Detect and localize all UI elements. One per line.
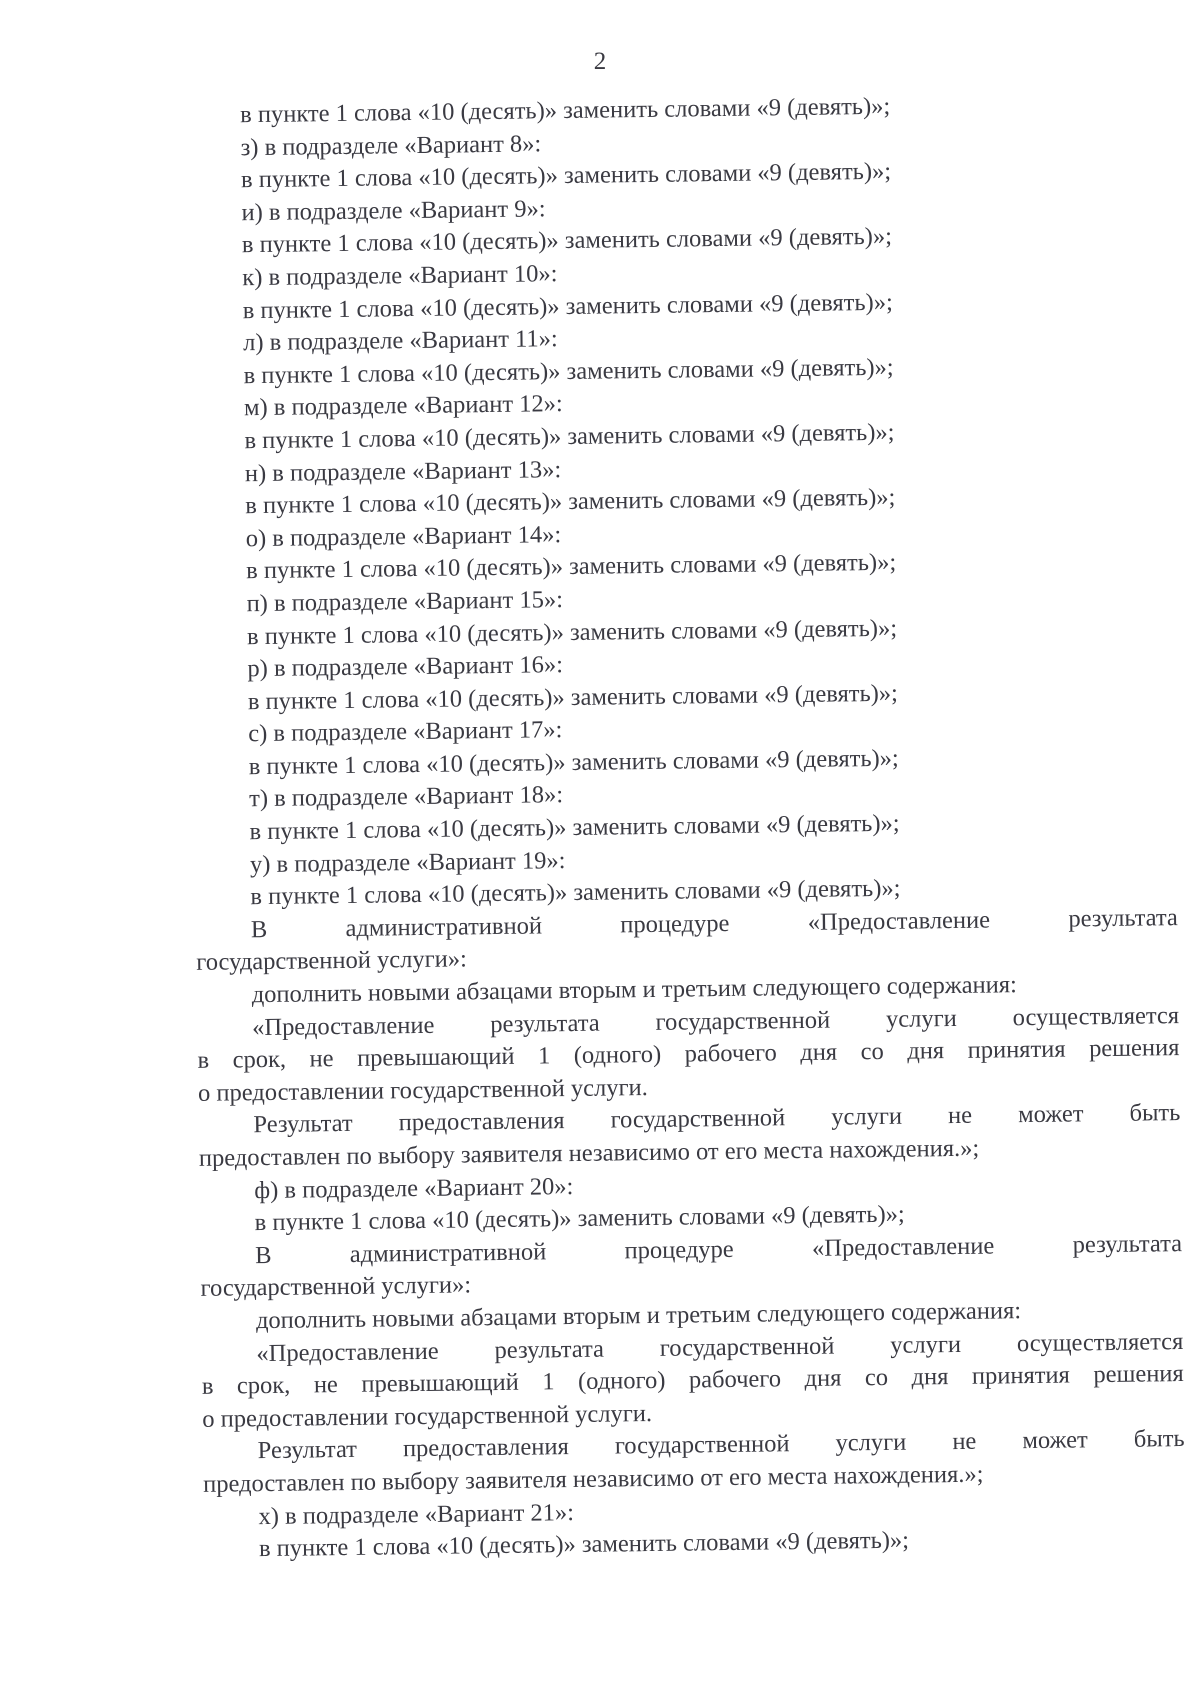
page-number: 2 xyxy=(593,48,607,75)
text-line: о предоставлении государственной услуги. xyxy=(197,1073,648,1107)
word: процедуре xyxy=(620,909,730,939)
word: в xyxy=(201,1372,214,1401)
text-line: в пункте 1 слова «10 (десять)» заменить словами «9 (девять)»; xyxy=(245,549,897,585)
word: предоставления xyxy=(398,1107,565,1137)
text-line: о предоставлении государственной услуги. xyxy=(202,1399,653,1433)
text-line: с) в подразделе «Вариант 17»: xyxy=(248,716,563,748)
text-line: в пункте 1 слова «10 (десять)» заменить словами «9 (девять)»; xyxy=(246,614,898,650)
word: результата xyxy=(494,1335,605,1364)
word: не xyxy=(952,1428,977,1456)
word: принятия xyxy=(971,1361,1071,1390)
word: в xyxy=(197,1046,210,1075)
word: не xyxy=(947,1102,973,1130)
word: срок, xyxy=(236,1371,291,1400)
text-line: предоставлен по выбору заявителя независимо от его места нахождения.»; xyxy=(198,1134,980,1172)
word: результата xyxy=(490,1009,600,1038)
word: результата xyxy=(1072,1229,1183,1259)
word: административной xyxy=(345,912,543,942)
text-line: ф) в подразделе «Вариант 20»: xyxy=(254,1172,574,1204)
text-line: к) в подразделе «Вариант 10»: xyxy=(242,260,558,292)
word: «Предоставление xyxy=(256,1337,439,1367)
text-line: в пункте 1 слова «10 (десять)» заменить словами «9 (девять)»; xyxy=(248,744,899,781)
text-line: государственной услуги»: xyxy=(196,945,468,977)
text-line: в пункте 1 слова «10 (десять)» заменить словами «9 (девять)»; xyxy=(250,874,901,911)
word: быть xyxy=(1129,1099,1181,1128)
text-line: в пункте 1 слова «10 (десять)» заменить словами «9 (девять)»; xyxy=(249,809,900,846)
text-line: р) в подразделе «Вариант 16»: xyxy=(247,651,564,683)
text-line: у) в подразделе «Вариант 19»: xyxy=(249,846,566,878)
text-line: н) в подразделе «Вариант 13»: xyxy=(244,455,562,487)
word: (одного) xyxy=(577,1366,666,1396)
word: предоставления xyxy=(402,1433,569,1463)
word: рабочего xyxy=(684,1039,777,1068)
word: «Предоставление xyxy=(251,1011,435,1041)
word: решения xyxy=(1093,1360,1184,1389)
text-line: в пункте 1 слова «10 (десять)» заменить словами «9 (девять)»; xyxy=(247,679,899,715)
text-line: дополнить новыми абзацами вторым и третьим следующего содержания: xyxy=(255,1297,1022,1335)
word: со xyxy=(860,1038,884,1066)
text-line: в пункте 1 слова «10 (десять)» заменить словами «9 (девять)»; xyxy=(254,1200,905,1237)
word: 1 xyxy=(542,1368,555,1396)
word: дня xyxy=(907,1037,945,1065)
word: государственной xyxy=(614,1430,790,1460)
word: не xyxy=(309,1045,334,1073)
text-line: предоставлен по выбору заявителя независимо от его места нахождения.»; xyxy=(202,1460,984,1498)
text-line: п) в подразделе «Вариант 15»: xyxy=(246,586,564,618)
word: Результат xyxy=(253,1110,353,1139)
word: превышающий xyxy=(356,1042,515,1073)
word: рабочего xyxy=(688,1365,782,1394)
word: со xyxy=(864,1364,889,1392)
word: государственной xyxy=(610,1104,786,1134)
word: может xyxy=(1022,1426,1088,1455)
text-line: в пункте 1 слова «10 (десять)» заменить словами «9 (девять)»; xyxy=(258,1526,910,1563)
text-line: дополнить новыми абзацами вторым и третьим следующего содержания: xyxy=(251,971,1018,1009)
word: быть xyxy=(1133,1425,1185,1454)
word: услуги xyxy=(890,1330,962,1359)
text-line: м) в подразделе «Вариант 12»: xyxy=(243,390,563,422)
text-line: в пункте 1 слова «10 (десять)» заменить словами «9 (девять)»; xyxy=(240,92,891,129)
word: В xyxy=(254,1241,272,1269)
text-line: о) в подразделе «Вариант 14»: xyxy=(245,520,562,552)
word: услуги xyxy=(885,1004,957,1033)
word: «Предоставление xyxy=(807,906,991,936)
text-line: в пункте 1 слова «10 (десять)» заменить словами «9 (девять)»; xyxy=(241,223,893,259)
word: (одного) xyxy=(573,1041,662,1070)
text-line: л) в подразделе «Вариант 11»: xyxy=(243,325,558,357)
word: административной xyxy=(349,1238,547,1268)
word: дня xyxy=(804,1364,842,1393)
word: государственной xyxy=(659,1332,835,1362)
text-line: в пункте 1 слова «10 (десять)» заменить словами «9 (девять)»; xyxy=(240,157,892,194)
word: осуществляется xyxy=(1012,1001,1180,1031)
word: результата xyxy=(1068,903,1178,933)
word: может xyxy=(1017,1100,1084,1129)
text-line: х) в подразделе «Вариант 21»: xyxy=(258,1498,575,1530)
text-line: государственной услуги»: xyxy=(200,1271,472,1303)
text-line: в пункте 1 слова «10 (десять)» заменить словами «9 (девять)»; xyxy=(243,353,894,390)
word: не xyxy=(313,1371,339,1399)
word: В xyxy=(250,915,268,944)
text-line: в пункте 1 слова «10 (десять)» заменить словами «9 (девять)»; xyxy=(245,483,896,520)
text-line: з) в подразделе «Вариант 8»: xyxy=(240,129,542,161)
document-body xyxy=(185,87,1194,1567)
word: Результат xyxy=(257,1436,358,1465)
word: решения xyxy=(1088,1034,1180,1063)
word: срок, xyxy=(232,1045,287,1074)
word: 1 xyxy=(537,1042,551,1070)
word: услуги xyxy=(831,1103,903,1132)
word: превышающий xyxy=(361,1368,519,1398)
word: услуги xyxy=(835,1429,907,1457)
text-line: и) в подразделе «Вариант 9»: xyxy=(241,195,546,227)
text-line: в пункте 1 слова «10 (десять)» заменить словами «9 (девять)»; xyxy=(242,288,893,324)
word: осуществляется xyxy=(1016,1327,1184,1357)
word: процедуре xyxy=(624,1235,734,1265)
word: дня xyxy=(800,1038,838,1067)
word: государственной xyxy=(655,1006,831,1036)
word: дня xyxy=(911,1363,949,1391)
text-line: т) в подразделе «Вариант 18»: xyxy=(248,781,564,813)
text-line: в пункте 1 слова «10 (десять)» заменить словами «9 (девять)»; xyxy=(244,418,895,455)
word: «Предоставление xyxy=(811,1232,995,1262)
word: принятия xyxy=(967,1035,1066,1065)
